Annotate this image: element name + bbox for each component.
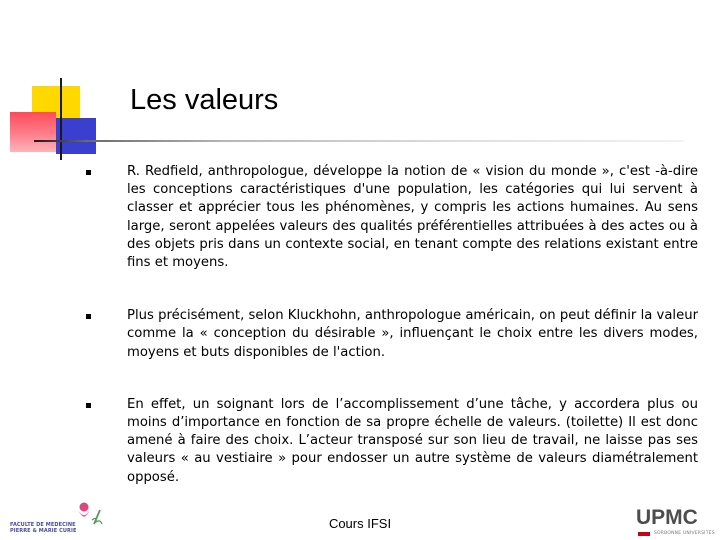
bullet-item	[86, 307, 698, 362]
title-underline	[34, 140, 684, 142]
slide-title: Les valeurs	[130, 84, 279, 116]
bullet-text: En effet, un soignant lors de l’accomplissement d’une tâche, y accordera plus ou moins d’importance en fonction de sa propre échelle de valeurs. (toilette) Il est donc amené à faire des choix. L’acteur transposé sur son lieu de travail, ne laisse pas ses valeurs « au vestiaire » pour endosser un autre système de valeurs diamétralement opposé.	[127, 396, 698, 485]
upmc-logo-subtitle: SORBONNE UNIVERSITÉS	[654, 531, 715, 536]
corner-decoration	[0, 0, 720, 170]
red-square	[10, 112, 56, 152]
upmc-logo-mark: UPMC	[636, 506, 698, 529]
faculty-logo-line2: PIERRE & MARIE CURIE	[10, 528, 77, 534]
upmc-logo-red-bar	[638, 532, 650, 536]
bullet-item	[86, 396, 698, 487]
bullet-marker-icon	[86, 403, 91, 408]
bullet-marker-icon	[86, 170, 91, 175]
blue-square	[56, 118, 96, 154]
bullet-text: R. Redfield, anthropologue, développe la notion de « vision du monde », c'est -à-dire les conceptions caractéristiques d'une population, les catégories qui lui servent à classer et apprécier tous les phénomènes, y compris les actions humaines. Au sens large, seront appelées valeurs des qualités préférentielles attribuées à des actes ou à des objets pris dans un contexte social, en tenant compte des relations existant entre fins et moyens.	[127, 164, 698, 271]
faculty-logo-line1: FACULTÉ DE MÉDECINE	[10, 522, 76, 528]
faculty-logo-text	[10, 522, 90, 534]
bullet-list	[86, 163, 698, 487]
bullet-text: Plus précisément, selon Kluckhohn, anthropologue américain, on peut définir la valeur comme la « conception du désirable », influençant le choix entre les divers modes, moyens et buts disponibles de l'action.	[127, 308, 698, 360]
upmc-logo	[628, 506, 716, 540]
faculty-logo	[8, 498, 112, 540]
bullet-item	[86, 163, 698, 272]
vertical-rule	[60, 78, 62, 160]
footer-course-label: Cours IFSI	[328, 516, 392, 531]
bullet-marker-icon	[86, 314, 91, 319]
